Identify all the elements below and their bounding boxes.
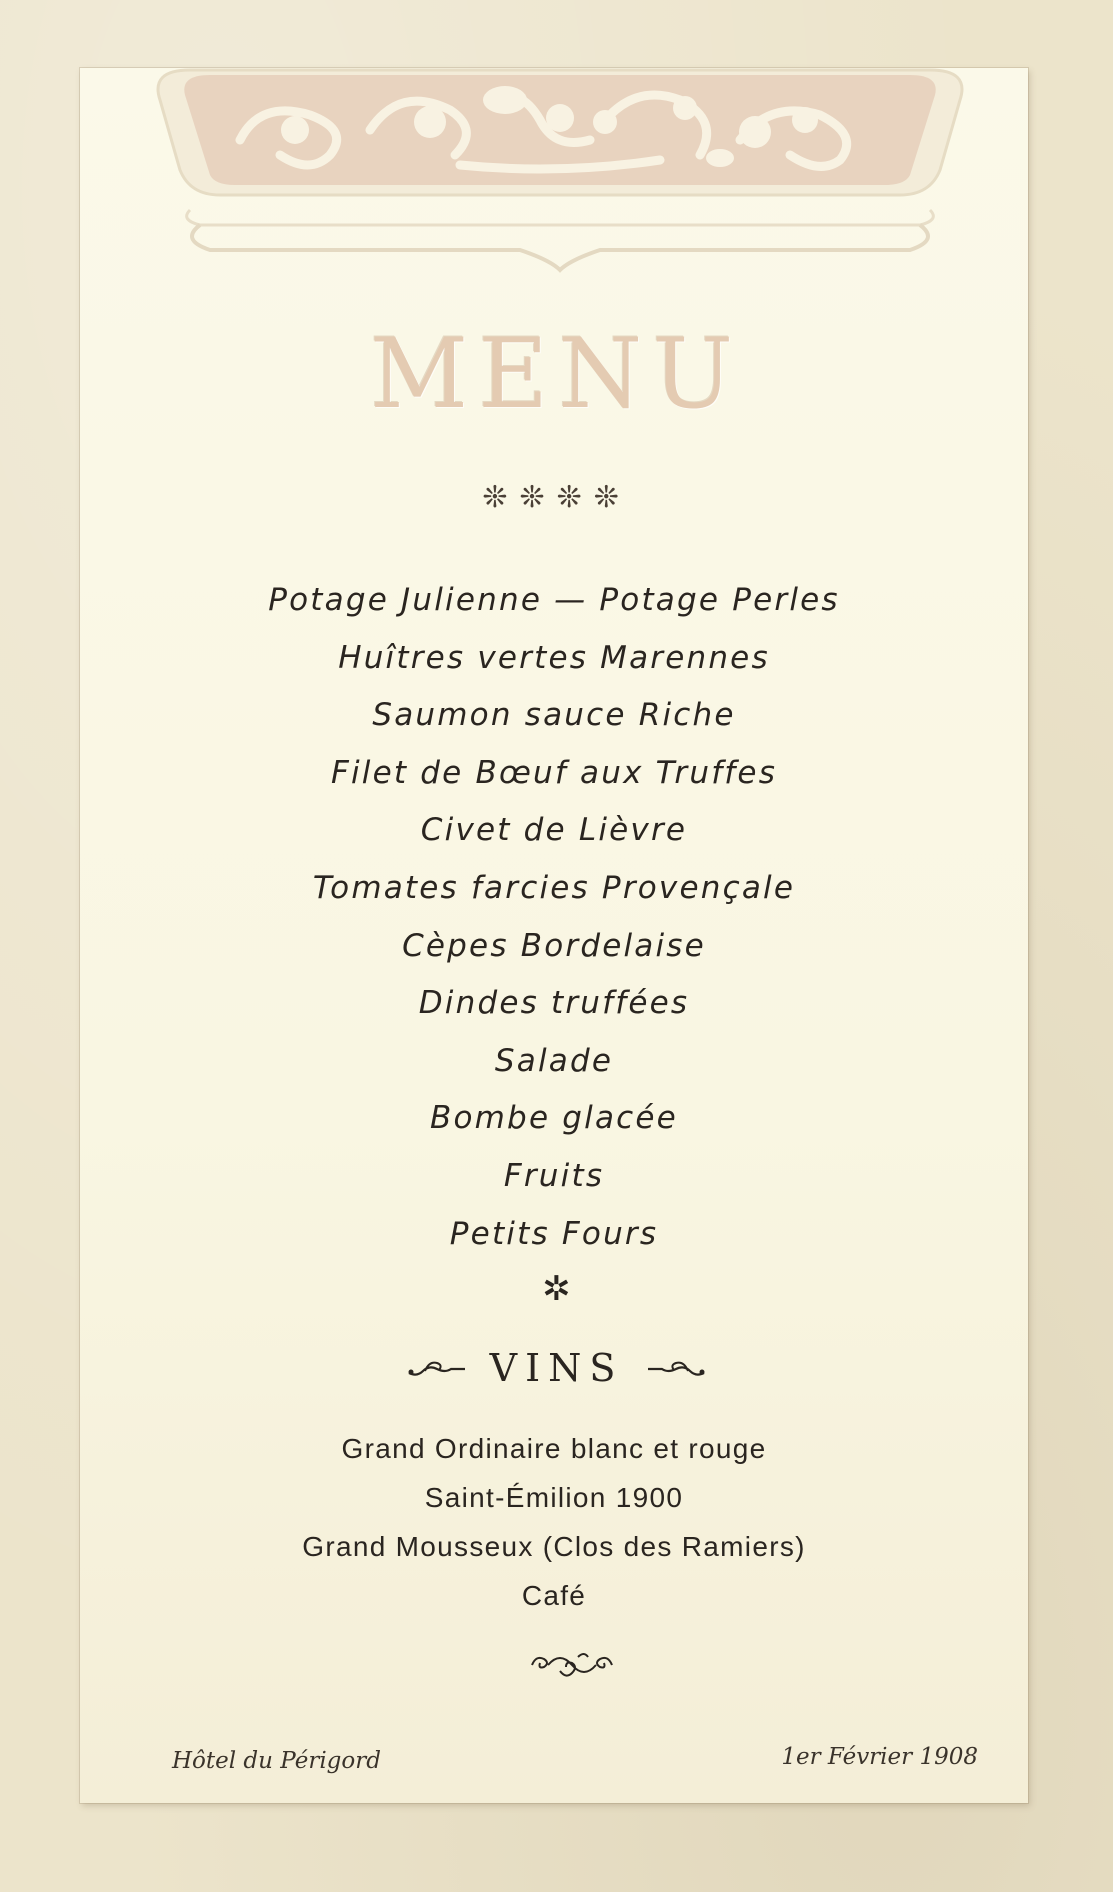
dish-item: Tomates farcies Provençale bbox=[312, 869, 796, 906]
wine-item: Café bbox=[521, 1580, 587, 1611]
dish-item: Salade bbox=[494, 1042, 614, 1079]
right-flourish-icon bbox=[646, 1355, 706, 1381]
dish-item: Potage Julienne — Potage Perles bbox=[268, 582, 840, 618]
wines-heading bbox=[0, 1346, 1113, 1390]
wines-title: VINS bbox=[489, 1346, 624, 1390]
dish-item: Dindes truffées bbox=[418, 985, 690, 1022]
dish-item: Cèpes Bordelaise bbox=[402, 927, 706, 964]
footer-date: 1er Février 1908 bbox=[781, 1744, 978, 1770]
menu-title: MENU bbox=[369, 318, 744, 430]
dish-item: Filet de Bœuf aux Truffes bbox=[330, 754, 778, 791]
wine-item: Saint-Émilion 1900 bbox=[424, 1482, 684, 1513]
dish-item: Bombe glacée bbox=[430, 1100, 678, 1137]
wine-item: Grand Ordinaire blanc et rouge bbox=[341, 1433, 767, 1464]
header-ornament-icon bbox=[140, 60, 980, 280]
left-flourish-icon bbox=[407, 1355, 467, 1381]
wine-list bbox=[80, 1424, 1028, 1620]
dish-item: Huîtres vertes Marennes bbox=[338, 639, 770, 676]
star-divider-icon: ✲ bbox=[542, 1269, 571, 1309]
footer-venue: Hôtel du Périgord bbox=[172, 1748, 381, 1774]
dish-item: Saumon sauce Riche bbox=[372, 697, 736, 734]
dish-list bbox=[80, 572, 1028, 1263]
dish-item: Petits Fours bbox=[449, 1215, 659, 1252]
wine-item: Grand Mousseux (Clos des Ramiers) bbox=[302, 1531, 806, 1562]
star-separator: ❊❊❊❊ bbox=[482, 480, 631, 515]
dish-item: Fruits bbox=[503, 1157, 605, 1194]
dish-item: Civet de Lièvre bbox=[420, 812, 688, 849]
bottom-flourish-icon bbox=[526, 1645, 618, 1685]
